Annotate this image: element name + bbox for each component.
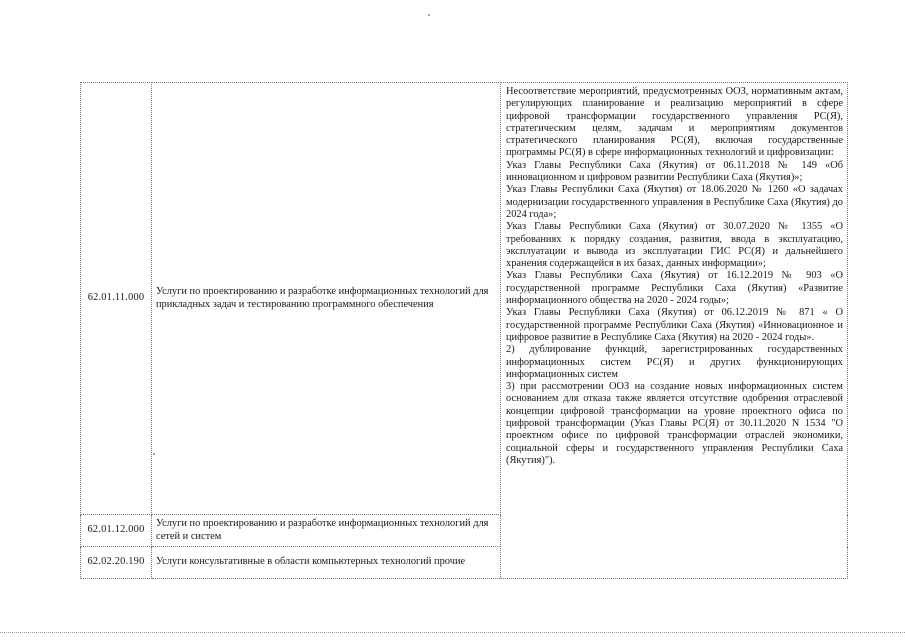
service-code: 62.01.11.000 (81, 83, 152, 515)
service-code: 62.02.20.190 (81, 547, 152, 579)
reason-paragraph: Указ Главы Республики Саха (Якутия) от 06.12.2019 № 871 « О государственной программе Республики Саха (Якутия) «Инновационное и цифровое развитие в Республике Саха (Якутия) на 2020 - 2024 годы». (506, 307, 843, 343)
service-name: Услуги по проектированию и разработке информационных технологий для сетей и систем (152, 515, 501, 547)
reason-paragraph: Указ Главы Республики Саха (Якутия) от 18.06.2020 № 1260 «О задачах модернизации государственного управления в Республике Саха (Якутия) до 2024 года»; (506, 184, 843, 220)
reason-paragraph: 3) при рассмотрении ООЗ на создание новых информационных систем основанием для отказа также является отсутствие одобрения отраслевой концепции цифровой трансформации на уровне проектного офиса по цифровой трансформации (Указ Главы РС(Я) от 30.11.2020 N 1534 "О проектном офисе по цифровой трансформации отраслей экономики, социальной сферы и государственного управления Республики Саха (Якутия)"). (506, 381, 843, 466)
refusal-reasons (501, 83, 848, 579)
reason-paragraph: Несоответствие мероприятий, предусмотренных ООЗ, нормативным актам, регулирующих планирование и реализацию мероприятий в сфере цифровой трансформации государственного управления РС(Я), стратегическим целям, задачам и мероприятиям документов стратегического планирования РС(Я), включая государственные программы РС(Я) в сфере информационных технологий и цифровизации: (506, 86, 843, 159)
service-code: 62.01.12.000 (81, 515, 152, 547)
reason-paragraph: Указ Главы Республики Саха (Якутия) от 30.07.2020 № 1355 «О требованиях к порядку создания, развития, ввода в эксплуатацию, эксплуатации и вывода из эксплуатации ГИС РС(Я) и дальнейшего хранения содержащейся в их базах, данных информации»; (506, 221, 843, 270)
service-name: Услуги консультативные в области компьютерных технологий прочие (152, 547, 501, 579)
service-name: Услуги по проектированию и разработке информационных технологий для прикладных задач и тестированию программного обеспечения (152, 83, 501, 515)
scan-dot (153, 453, 155, 455)
reason-paragraph: 2) дублирование функций, зарегистрированных государственных информационных систем РС(Я) и других функционирующих информационных систем (506, 344, 843, 380)
reason-paragraph: Указ Главы Республики Саха (Якутия) от 06.11.2018 № 149 «Об инновационном и цифровом развитии Республики Саха (Якутия)»; (506, 159, 843, 184)
table-row (81, 83, 848, 515)
services-table (80, 82, 848, 579)
scan-dot (428, 14, 430, 16)
page-edge (0, 632, 905, 633)
reason-paragraph: Указ Главы Республики Саха (Якутия) от 16.12.2019 № 903 «О государственной программе Республики Саха (Якутия) «Развитие информационного общества на 2020 - 2024 годы»; (506, 270, 843, 307)
